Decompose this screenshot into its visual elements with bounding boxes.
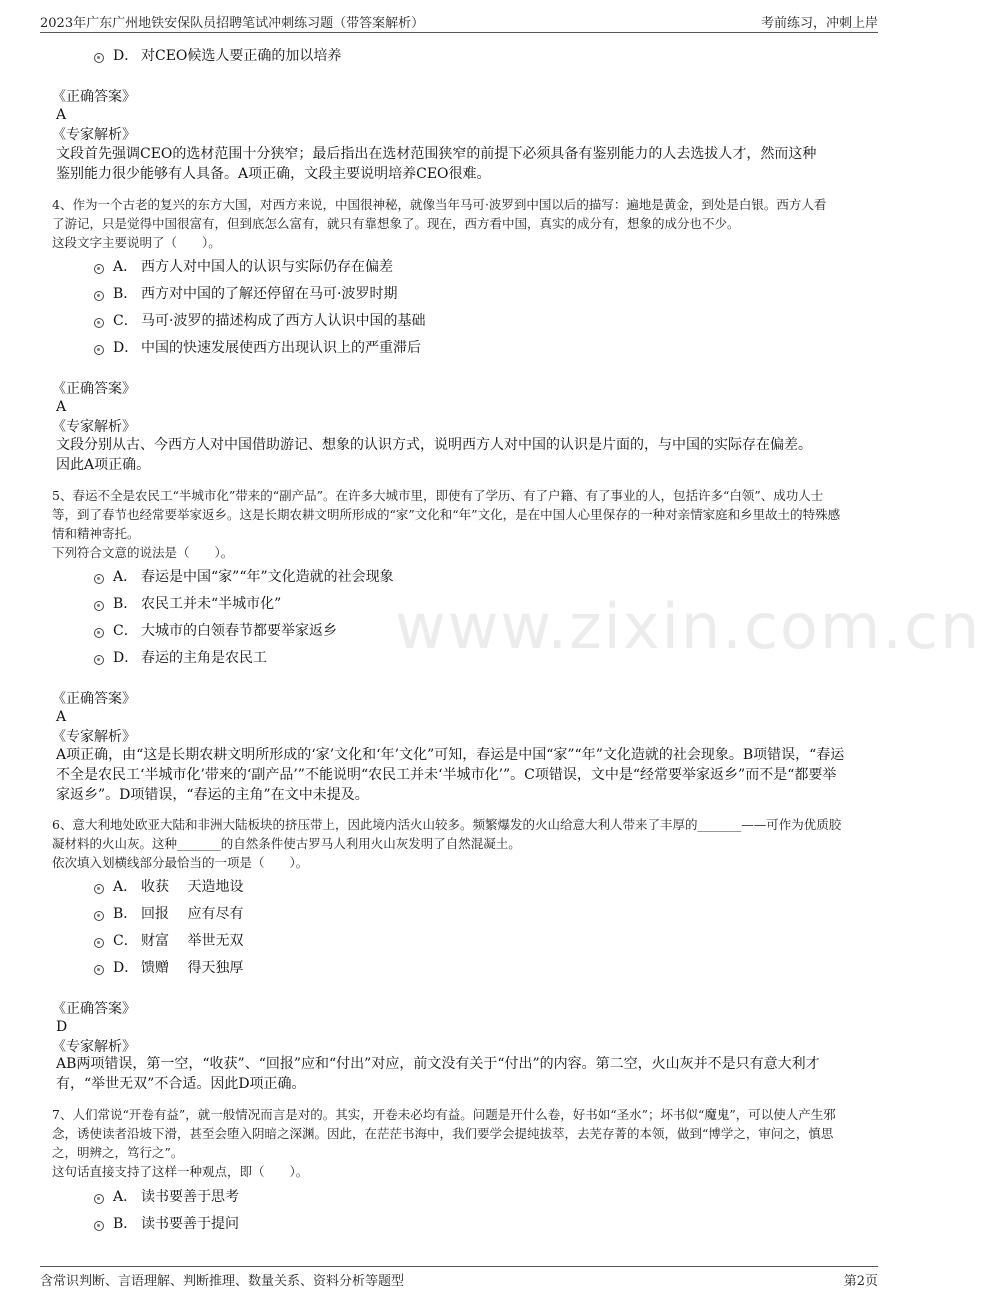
analysis-text [56,1054,872,1094]
option-text: 回报 应有尽有 [141,906,244,922]
option-letter: D． [113,650,139,666]
analysis-line: 不全是农民工‘半城市化’带来的‘副产品’”不能说明“农民工并未‘半城市化’”。C项错误，文中是“经常要举家返乡”而不是“都要举 [56,767,837,783]
option-text: 馈赠 得天独厚 [141,960,244,976]
analysis-line: 文段分别从古、今西方人对中国借助游记、想象的认识方式，说明西方人对中国的认识是片面的，与中国的实际存在偏差。 [56,437,812,453]
radio-icon[interactable] [94,655,104,665]
option-letter: C． [113,313,138,329]
stem-line: 6、意大利地处欧亚大陆和非洲大陆板块的挤压带上，因此境内活火山较多。频繁爆发的火山给意大利人带来了丰厚的_______——可作为优质胶 [52,817,842,832]
q3-option-d[interactable] [94,43,341,67]
stem-line: 5、春运不全是农民工“半城市化”带来的“副产品”。在许多大城市里，即使有了学历、有了户籍、有了事业的人，包括许多“白领”、成功人士 [52,488,824,503]
q4-option-d[interactable] [94,335,421,359]
stem-line: 情和精神寄托。 [52,526,140,541]
option-text: 对CEO候选人要正确的加以培养 [141,48,342,64]
radio-icon[interactable] [94,345,104,355]
page-number: 第2页 [843,1273,878,1289]
stem-line: 依次填入划横线部分最恰当的一项是（ ）。 [52,855,309,870]
analysis-line: A项正确，由“这是长期农耕文明所形成的‘家’文化和‘年’文化”可知，春运是中国“家”“年”文化造就的社会现象。B项错误，“春运 [56,747,845,763]
question-4-stem [52,195,868,252]
analysis-line: AB两项错误，第一空，“收获”、“回报”应和“付出”对应，前文没有关于“付出”的内容。第二空，火山灰并不是只有意大利才 [56,1056,820,1072]
answer-value: D [56,1019,68,1035]
question-6-stem [52,815,868,872]
answer-value: A [56,107,67,123]
q7-option-a[interactable] [94,1184,239,1208]
option-text: 农民工并未“半城市化” [141,596,282,612]
page-header [40,12,878,33]
option-letter: D． [113,960,139,976]
analysis-label: 《专家解析》 [52,419,136,435]
answer-label: 《正确答案》 [52,89,136,105]
analysis-line: 文段首先强调CEO的选材范围十分狭窄；最后指出在选材范围狭窄的前提下必须具备有鉴别能力的人去选拔人才，然而这种 [56,146,817,162]
analysis-line: 有，“举世无双”不合适。因此D项正确。 [56,1076,306,1092]
option-letter: B． [113,596,138,612]
radio-icon[interactable] [94,291,104,301]
stem-line: 这段文字主要说明了（ ）。 [52,235,221,250]
analysis-text [56,745,872,805]
option-text: 春运的主角是农民工 [141,650,267,666]
q6-option-a[interactable] [94,874,243,898]
analysis-text [56,144,872,184]
question-7-stem [52,1105,868,1181]
answer-label: 《正确答案》 [52,1001,136,1017]
radio-icon[interactable] [94,938,104,948]
page-footer [40,1266,878,1291]
option-text: 收获 天造地设 [141,879,244,895]
option-letter: A． [113,879,138,895]
radio-icon[interactable] [94,318,104,328]
q7-option-b[interactable] [94,1211,239,1235]
option-text: 春运是中国“家”“年”文化造就的社会现象 [141,569,394,585]
radio-icon[interactable] [94,884,104,894]
radio-icon[interactable] [94,264,104,274]
radio-icon[interactable] [94,1221,104,1231]
stem-line: 下列符合文意的说法是（ ）。 [52,545,234,560]
answer-label: 《正确答案》 [52,691,136,707]
q5-option-b[interactable] [94,591,281,615]
q6-option-c[interactable] [94,928,243,952]
option-letter: D． [113,48,139,64]
analysis-label: 《专家解析》 [52,729,136,745]
radio-icon[interactable] [94,53,104,63]
option-text: 中国的快速发展使西方出现认识上的严重滞后 [141,340,421,356]
radio-icon[interactable] [94,911,104,921]
answer-value: A [56,399,67,415]
option-letter: B． [113,286,138,302]
analysis-text [56,435,872,475]
option-letter: B． [113,1216,138,1232]
option-text: 读书要善于提问 [141,1216,239,1232]
option-letter: C． [113,933,138,949]
header-slogan: 考前练习，冲刺上岸 [760,16,878,31]
option-text: 马可·波罗的描述构成了西方人认识中国的基础 [141,313,426,329]
answer-value: A [56,709,67,725]
footer-description: 含常识判断、言语理解、判断推理、数量关系、资料分析等题型 [40,1273,405,1289]
radio-icon[interactable] [94,601,104,611]
option-text: 西方对中国的了解还停留在马可·波罗时期 [141,286,398,302]
stem-line: 7、人们常说“开卷有益”，就一般情况而言是对的。其实，开卷未必均有益。问题是开什么卷，好书如“圣水”；坏书似“魔鬼”，可以使人产生邪 [52,1107,836,1122]
option-letter: A． [113,259,138,275]
stem-line: 这句话直接支持了这样一种观点，即（ ）。 [52,1164,309,1179]
analysis-line: 鉴别能力很少能够有人具备。A项正确，文段主要说明培养CEO很难。 [56,166,491,182]
q6-option-d[interactable] [94,955,243,979]
radio-icon[interactable] [94,1194,104,1204]
option-text: 财富 举世无双 [141,933,244,949]
q6-option-b[interactable] [94,901,243,925]
option-letter: A． [113,569,138,585]
radio-icon[interactable] [94,574,104,584]
option-letter: A． [113,1189,138,1205]
q5-option-d[interactable] [94,645,267,669]
q4-option-b[interactable] [94,281,397,305]
option-text: 大城市的白领春节都要举家返乡 [141,623,337,639]
watermark: www.zixin.com.cn [395,590,981,663]
option-text: 西方人对中国人的认识与实际仍存在偏差 [141,259,393,275]
stem-line: 了游记，只是觉得中国很富有，但到底怎么富有，就只有靠想象了。现在，西方看中国，真实的成分有，想象的成分也不少。 [52,216,740,231]
analysis-label: 《专家解析》 [52,127,136,143]
option-letter: B． [113,906,138,922]
option-letter: C． [113,623,138,639]
question-5-stem [52,486,868,562]
q5-option-a[interactable] [94,564,394,588]
q4-option-a[interactable] [94,254,393,278]
stem-line: 凝材料的火山灰。这种_______的自然条件使古罗马人利用火山灰发明了自然混凝土。 [52,836,521,851]
analysis-label: 《专家解析》 [52,1039,136,1055]
radio-icon[interactable] [94,628,104,638]
q5-option-c[interactable] [94,618,337,642]
analysis-line: 家返乡”。D项错误，“春运的主角”在文中未提及。 [56,787,369,803]
q4-option-c[interactable] [94,308,425,332]
stem-line: 4、作为一个古老的复兴的东方大国，对西方来说，中国很神秘，就像当年马可·波罗到中国以后的描写：遍地是黄金，到处是白银。西方人看 [52,197,827,212]
answer-label: 《正确答案》 [52,381,136,397]
stem-line: 念，诱使读者沿坡下滑，甚至会堕入阴暗之深渊。因此，在茫茫书海中，我们要学会提纯拔萃，去芜存菁的本领，做到“博学之，审问之，慎思 [52,1126,834,1141]
option-text: 读书要善于思考 [141,1189,239,1205]
stem-line: 等，到了春节也经常要举家返乡。这是长期农耕文明所形成的“家”文化和“年”文化，是在中国人心里保存的一种对亲情家庭和乡里故土的特殊感 [52,507,841,522]
radio-icon[interactable] [94,965,104,975]
header-title: 2023年广东广州地铁安保队员招聘笔试冲刺练习题（带答案解析） [40,16,425,31]
analysis-line: 因此A项正确。 [56,457,151,473]
option-letter: D． [113,340,139,356]
stem-line: 之，明辨之，笃行之”。 [52,1145,184,1160]
